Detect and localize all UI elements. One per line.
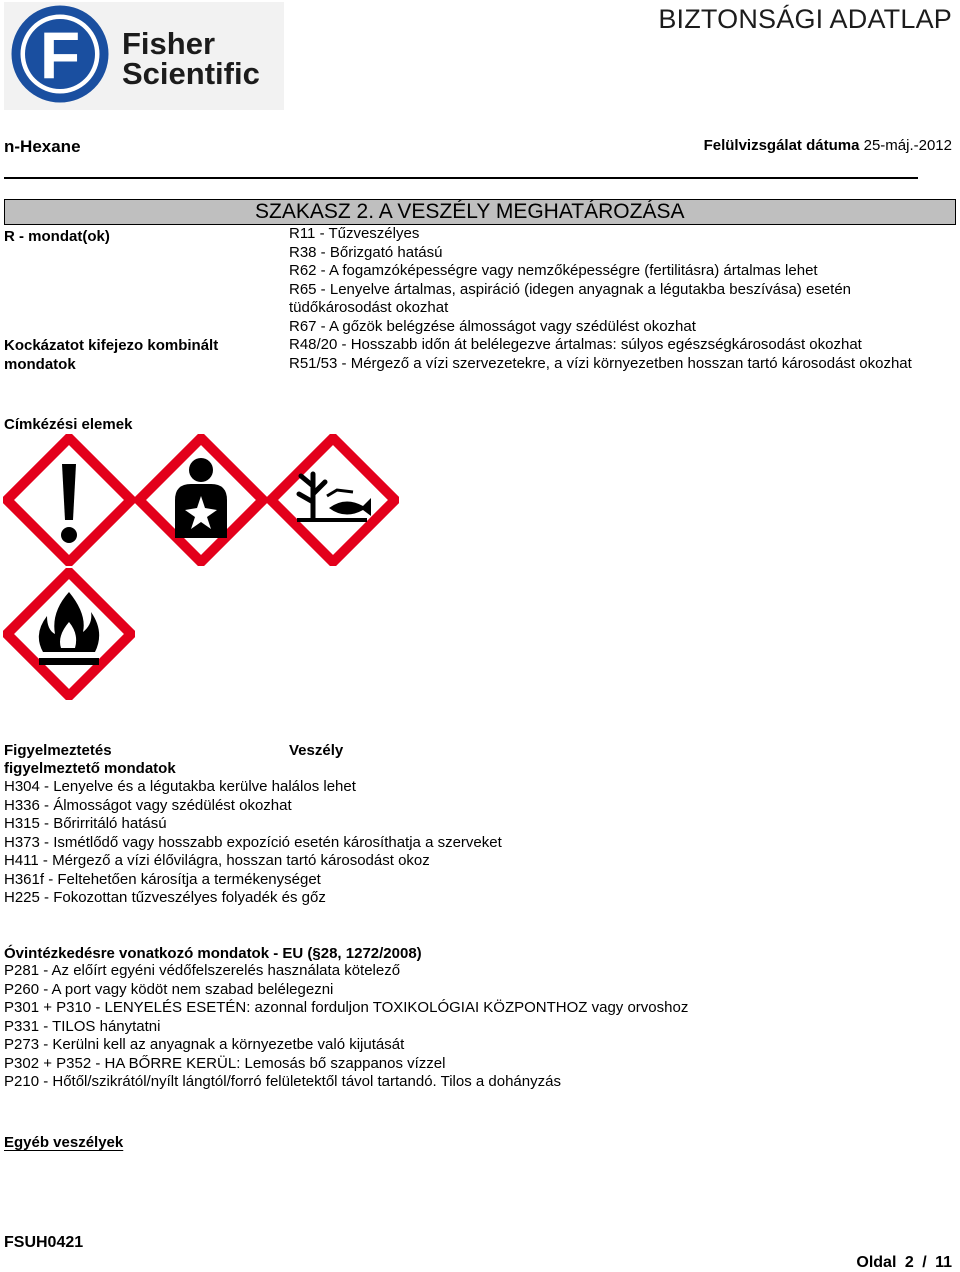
- combined-phrases-label-2: mondatok: [4, 356, 76, 373]
- r-phrase-line: R11 - Tűzveszélyes: [289, 225, 420, 242]
- hazard-statements-heading: figyelmeztető mondatok: [4, 760, 176, 777]
- revision-label: Felülvizsgálat dátuma: [703, 137, 860, 154]
- footer-page-value: 2 / 11: [904, 1254, 952, 1271]
- precautionary-statement: P301 + P310 - LENYELÉS ESETÉN: azonnal forduljon TOXIKOLÓGIAI KÖZPONTHOZ vagy orvoshoz: [4, 999, 689, 1016]
- hazard-statement: H304 - Lenyelve és a légutakba kerülve halálos lehet: [4, 778, 356, 795]
- r-phrases-label: R - mondat(ok): [4, 228, 110, 245]
- logo-brand-line1: Fisher: [122, 26, 216, 61]
- r-phrase-line: R38 - Bőrizgató hatású: [289, 243, 443, 261]
- r-phrase-line: R48/20 - Hosszabb időn át belélegezve ártalmas: súlyos egészségkárosodást okozhat: [289, 336, 862, 353]
- precautionary-statement: P331 - TILOS hánytatni: [4, 1017, 161, 1035]
- header-divider: [4, 177, 918, 179]
- precautionary-statement: P210 - Hőtől/szikrától/nyílt lángtól/forró felületektől távol tartandó. Tilos a dohányzás: [4, 1073, 561, 1090]
- r-phrase-line: R62 - A fogamzóképességre vagy nemzőképességre (fertilitásra) ártalmas lehet: [289, 262, 818, 279]
- hazard-statement: H336 - Álmosságot vagy szédülést okozhat: [4, 796, 292, 814]
- r-phrase-line: R67 - A gőzök belégzése álmosságot vagy szédülést okozhat: [289, 317, 696, 335]
- logo-brand-line2: Scientific: [122, 56, 260, 91]
- environment-icon: [267, 434, 399, 566]
- other-hazards-heading: Egyéb veszélyek: [4, 1134, 124, 1151]
- revision-date-row: [704, 137, 952, 154]
- footer-page-number: [856, 1253, 952, 1272]
- fisher-scientific-logo: [4, 2, 284, 110]
- hazard-statement: H225 - Fokozottan tűzveszélyes folyadék és gőz: [4, 889, 326, 906]
- health-hazard-icon: [135, 434, 267, 566]
- labeling-heading: Címkézési elemek: [4, 416, 133, 433]
- precautionary-statement: P302 + P352 - HA BŐRRE KERÜL: Lemosás bő szappanos vízzel: [4, 1054, 446, 1072]
- logo-mark-letter: F: [39, 18, 81, 92]
- hazard-statement: H411 - Mérgező a vízi élővilágra, hosszan tartó károsodást okoz: [4, 852, 430, 869]
- flame-icon: [3, 568, 135, 700]
- signal-word-label: Figyelmeztetés: [4, 742, 112, 759]
- product-name: n-Hexane: [4, 137, 81, 156]
- precautionary-statement: P281 - Az előírt egyéni védőfelszerelés használata kötelező: [4, 962, 401, 979]
- r-phrase-line: tüdőkárosodást okozhat: [289, 299, 449, 316]
- exclamation-mark-icon: [3, 434, 135, 566]
- combined-phrases-label-1: Kockázatot kifejezo kombinált: [4, 337, 219, 354]
- r-phrases-list: [289, 225, 954, 373]
- precautionary-statement: P260 - A port vagy ködöt nem szabad belélegezni: [4, 980, 334, 998]
- precautionary-heading: Óvintézkedésre vonatkozó mondatok - EU (§28, 1272/2008): [4, 945, 422, 962]
- signal-word-value: Veszély: [289, 742, 344, 759]
- hazard-statements-list: [4, 778, 502, 908]
- hazard-statement: H315 - Bőrirritáló hatású: [4, 815, 167, 832]
- footer-page-label: Oldal: [856, 1254, 897, 1271]
- document-title: BIZTONSÁGI ADATLAP: [658, 4, 952, 34]
- section-header-bar: [4, 199, 956, 225]
- hazard-statement: H373 - Ismétlődő vagy hosszabb expozíció esetén károsíthatja a szerveket: [4, 833, 502, 851]
- r-phrase-line: R51/53 - Mérgező a vízi szervezetekre, a vízi környezetben hosszan tartó károsodást okozhat: [289, 354, 912, 372]
- footer-doc-code: FSUH0421: [4, 1234, 84, 1251]
- section-title: SZAKASZ 2. A VESZÉLY MEGHATÁROZÁSA: [255, 200, 685, 223]
- r-phrase-line: R65 - Lenyelve ártalmas, aspiráció (idegen anyagnak a légutakba beszívása) esetén: [289, 280, 852, 298]
- hazard-statement: H361f - Feltehetően károsítja a termékenységet: [4, 870, 321, 888]
- revision-date: 25-máj.-2012: [863, 137, 952, 154]
- precautionary-list: [4, 962, 688, 1092]
- precautionary-statement: P273 - Kerülni kell az anyagnak a környezetbe való kijutását: [4, 1036, 405, 1053]
